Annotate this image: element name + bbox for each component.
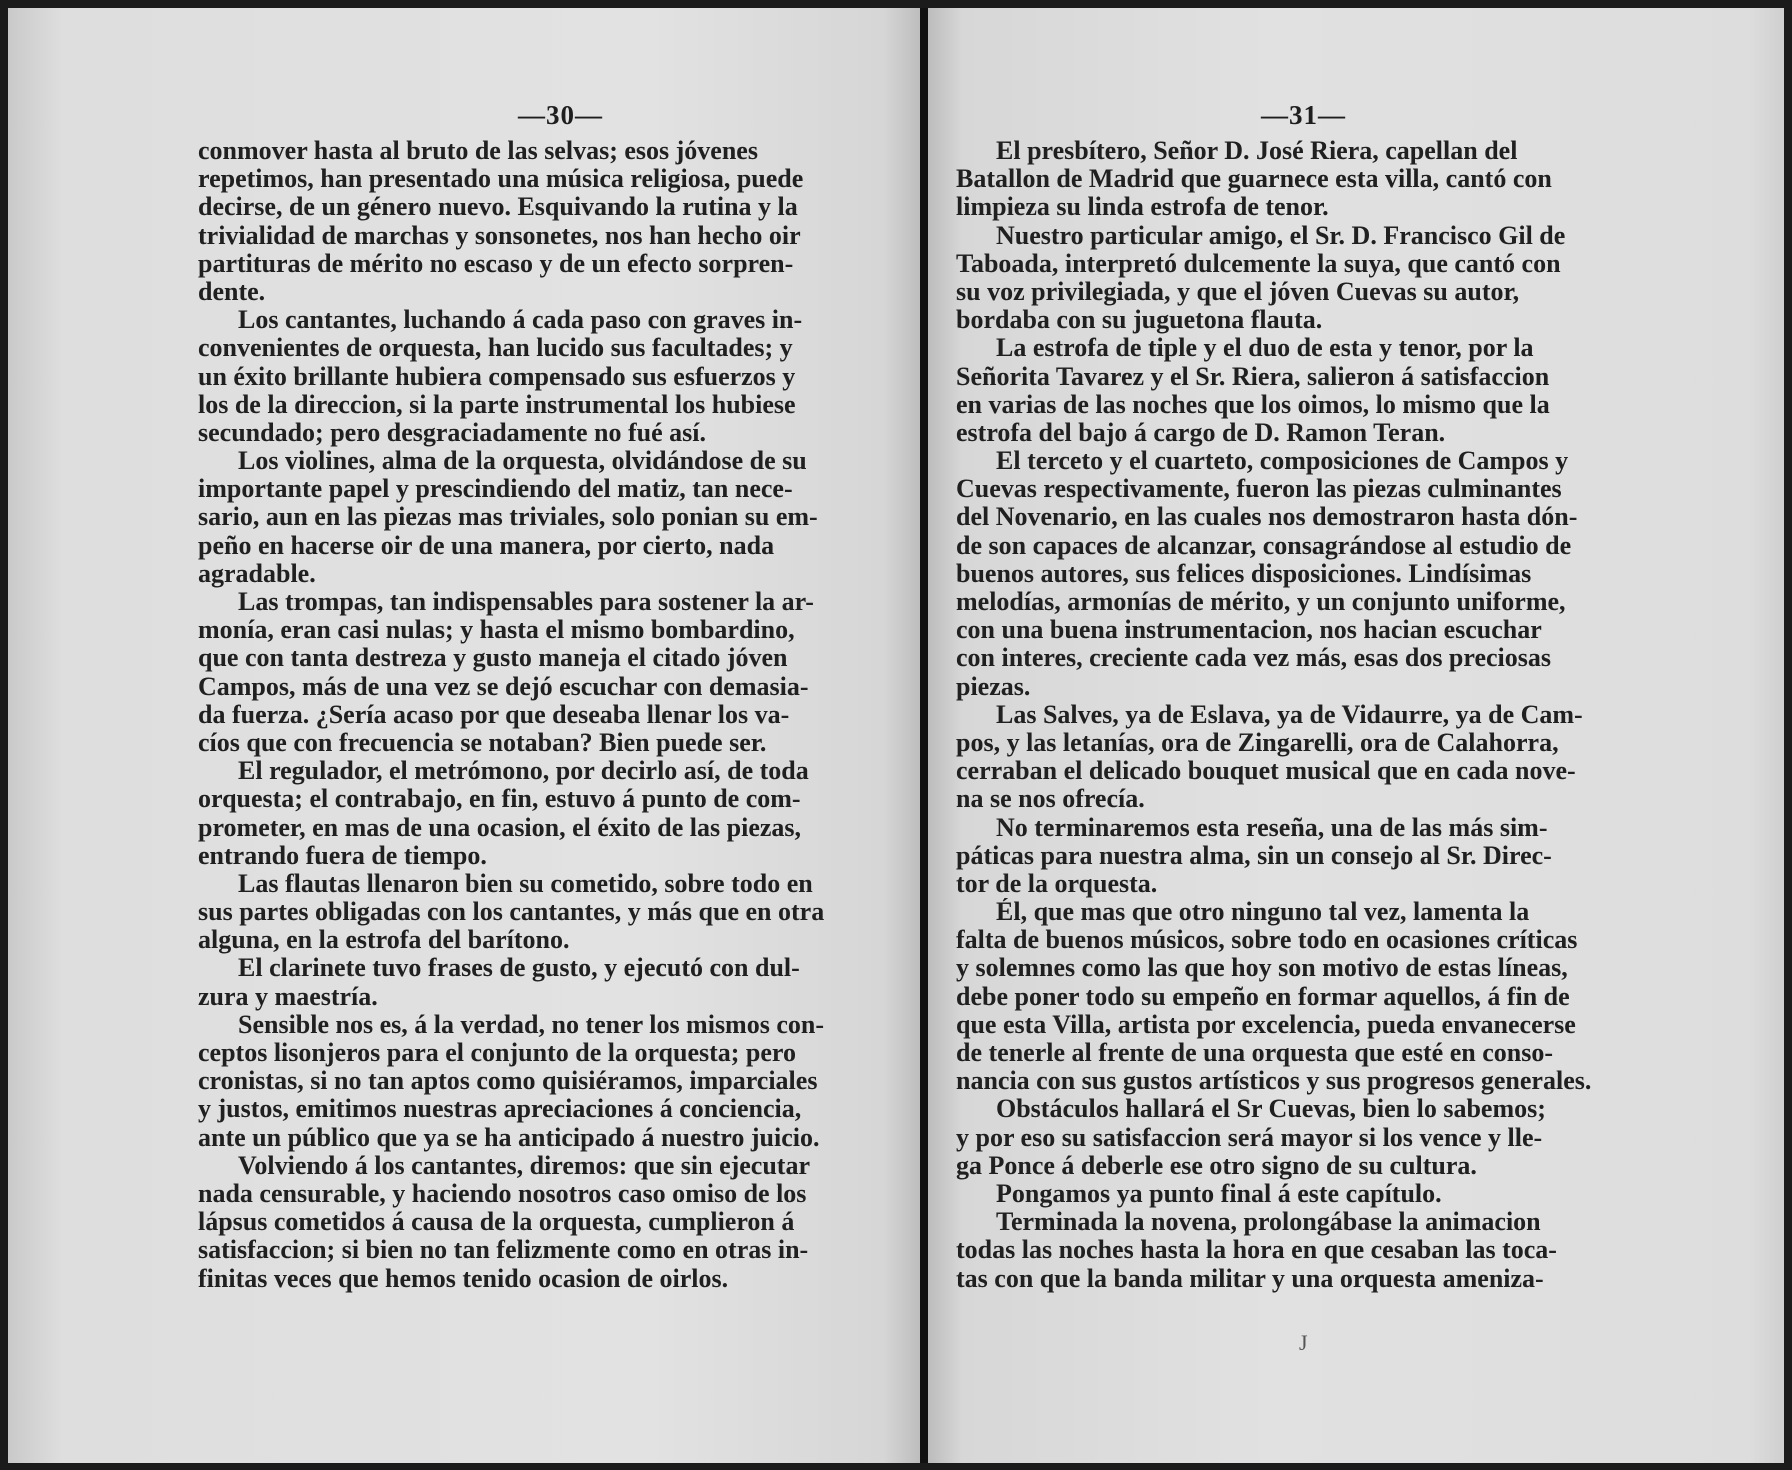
text-line: ga Ponce á deberle ese otro signo de su cultura. — [956, 1151, 1477, 1180]
text-line: No terminaremos esta reseña, una de las más sim- — [996, 813, 1548, 842]
text-line: del Novenario, en las cuales nos demostraron hasta dón- — [956, 503, 1578, 532]
text-line: melodías, armonías de mérito, y un conjunto uniforme, — [956, 588, 1566, 616]
text-line: cronistas, si no tan aptos como quisiéramos, imparciales — [198, 1067, 818, 1096]
text-line: repetimos, han presentado una música religiosa, puede — [198, 165, 804, 194]
text-line: na se nos ofrecía. — [956, 785, 1145, 814]
page-text — [956, 137, 1642, 1293]
text-line: El regulador, el metrómono, por decirlo así, de toda — [238, 757, 809, 786]
printer-signature-mark: J — [1299, 1330, 1308, 1355]
book-gutter — [920, 8, 928, 1463]
text-line: cerraban el delicado bouquet musical que en cada nove- — [956, 757, 1576, 786]
left-page — [8, 8, 920, 1463]
text-line: Batallon de Madrid que guarnece esta villa, cantó con — [956, 165, 1552, 194]
text-line: da fuerza. ¿Sería acaso por que deseaba llenar los va- — [198, 700, 790, 729]
text-line: y justos, emitimos nuestras apreciaciones á conciencia, — [198, 1095, 802, 1124]
text-line: agradable. — [198, 559, 316, 588]
text-line: que con tanta destreza y gusto maneja el citado jóven — [198, 644, 788, 673]
text-line: sario, aun en las piezas mas triviales, solo ponian su em- — [198, 503, 818, 532]
text-line: Las flautas llenaron bien su cometido, sobre todo en — [238, 869, 813, 898]
text-line: todas las noches hasta la hora en que cesaban las toca- — [956, 1236, 1557, 1265]
text-line: peño en hacerse oir de una manera, por cierto, nada — [198, 531, 775, 560]
text-line: El clarinete tuvo frases de gusto, y ejecutó con dul- — [238, 954, 800, 983]
text-line: El presbítero, Señor D. José Riera, capellan del — [996, 137, 1518, 165]
text-line: cíos que con frecuencia se notaban? Bien puede ser. — [198, 728, 767, 757]
text-line: y por eso su satisfaccion será mayor si los vence y lle- — [956, 1123, 1543, 1152]
text-line: limpieza su linda estrofa de tenor. — [956, 193, 1329, 222]
text-line: alguna, en la estrofa del barítono. — [198, 926, 570, 955]
text-line: y solemnes como las que hoy son motivo de estas líneas, — [956, 954, 1568, 983]
book-spread — [8, 8, 1784, 1463]
text-line: prometer, en mas de una ocasion, el éxito de las piezas, — [198, 813, 802, 842]
text-line: de tenerle al frente de una orquesta que esté en conso- — [956, 1039, 1553, 1067]
text-line: bordaba con su juguetona flauta. — [956, 306, 1323, 335]
text-line: los de la direccion, si la parte instrumental los hubiese — [198, 390, 796, 419]
page-number: —30— — [518, 100, 603, 130]
text-line: satisfaccion; si bien no tan felizmente como en otras in- — [198, 1236, 809, 1265]
text-line: El terceto y el cuarteto, composiciones de Campos y — [996, 447, 1569, 476]
text-line: decirse, de un género nuevo. Esquivando la rutina y la — [198, 193, 798, 222]
text-line: falta de buenos músicos, sobre todo en ocasiones críticas — [956, 926, 1578, 955]
text-line: Pongamos ya punto final á este capítulo. — [996, 1179, 1442, 1208]
text-line: ante un público que ya se ha anticipado á nuestro juicio. — [198, 1123, 820, 1152]
text-line: ceptos lisonjeros para el conjunto de la orquesta; pero — [198, 1039, 796, 1067]
text-line: Campos, más de una vez se dejó escuchar con demasia- — [198, 672, 809, 701]
text-line: Sensible nos es, á la verdad, no tener los mismos con- — [238, 1010, 824, 1039]
text-line: nancia con sus gustos artísticos y sus progresos generales. — [956, 1067, 1592, 1096]
text-line: debe poner todo su empeño en formar aquellos, á fin de — [956, 982, 1570, 1011]
text-line: Terminada la novena, prolongábase la animacion — [996, 1208, 1541, 1237]
text-line: estrofa del bajo á cargo de D. Ramon Teran. — [956, 418, 1446, 447]
text-line: nada censurable, y haciendo nosotros caso omiso de los — [198, 1179, 807, 1208]
text-line: que esta Villa, artista por excelencia, pueda envanecerse — [956, 1010, 1576, 1039]
text-line: su voz privilegiada, y que el jóven Cuevas su autor, — [956, 277, 1520, 306]
page-number: —31— — [1261, 100, 1346, 130]
text-line: Obstáculos hallará el Sr Cuevas, bien lo sabemos; — [996, 1095, 1546, 1124]
text-line: pos, y las letanías, ora de Zingarelli, ora de Calahorra, — [956, 728, 1559, 757]
text-line: Taboada, interpretó dulcemente la suya, que cantó con — [956, 249, 1561, 278]
text-line: conmover hasta al bruto de las selvas; esos jóvenes — [198, 137, 758, 165]
text-line: Él, que mas que otro ninguno tal vez, lamenta la — [996, 898, 1530, 927]
text-line: sus partes obligadas con los cantantes, y más que en otra — [198, 898, 825, 927]
text-line: finitas veces que hemos tenido ocasion de oirlos. — [198, 1264, 729, 1293]
text-line: entrando fuera de tiempo. — [198, 841, 487, 870]
right-page — [928, 8, 1784, 1463]
text-line: Volviendo á los cantantes, diremos: que sin ejecutar — [238, 1151, 810, 1180]
text-line: dente. — [198, 277, 266, 306]
text-line: con una buena instrumentacion, nos hacian escuchar — [956, 616, 1542, 645]
text-line: en varias de las noches que los oimos, lo mismo que la — [956, 390, 1550, 419]
text-line: Señorita Tavarez y el Sr. Riera, salieron á satisfaccion — [956, 362, 1550, 391]
text-line: Las Salves, ya de Eslava, ya de Vidaurre, ya de Cam- — [996, 700, 1583, 729]
text-line: tas con que la banda militar y una orquesta ameniza- — [956, 1264, 1544, 1293]
text-line: Cuevas respectivamente, fueron las piezas culminantes — [956, 475, 1562, 504]
text-line: páticas para nuestra alma, sin un consejo al Sr. Direc- — [956, 841, 1552, 870]
text-line: Las trompas, tan indispensables para sostener la ar- — [238, 588, 814, 616]
text-line: Los violines, alma de la orquesta, olvidándose de su — [238, 447, 807, 476]
text-line: orquesta; el contrabajo, en fin, estuvo á punto de com- — [198, 785, 801, 814]
text-line: tor de la orquesta. — [956, 869, 1158, 898]
text-line: piezas. — [956, 672, 1031, 701]
text-line: Nuestro particular amigo, el Sr. D. Francisco Gil de — [996, 221, 1566, 250]
text-line: trivialidad de marchas y sonsonetes, nos han hecho oir — [198, 221, 801, 250]
text-line: monía, eran casi nulas; y hasta el mismo bombardino, — [198, 616, 795, 645]
text-line: La estrofa de tiple y el duo de esta y tenor, por la — [996, 334, 1534, 363]
text-line: secundado; pero desgraciadamente no fué así. — [198, 418, 706, 447]
text-line: Los cantantes, luchando á cada paso con graves in- — [238, 306, 803, 335]
text-line: zura y maestría. — [198, 982, 378, 1011]
text-line: un éxito brillante hubiera compensado sus esfuerzos y — [198, 362, 796, 391]
text-line: buenos autores, sus felices disposiciones. Lindísimas — [956, 559, 1532, 588]
text-line: importante papel y prescindiendo del matiz, tan nece- — [198, 475, 793, 504]
text-line: con interes, creciente cada vez más, esas dos preciosas — [956, 644, 1552, 673]
text-line: convenientes de orquesta, han lucido sus facultades; y — [198, 334, 793, 363]
text-line: partituras de mérito no escaso y de un efecto sorpren- — [198, 249, 794, 278]
text-line: lápsus cometidos á causa de la orquesta, cumplieron á — [198, 1208, 795, 1237]
page-text — [198, 137, 886, 1293]
text-line: de son capaces de alcanzar, consagrándose al estudio de — [956, 531, 1572, 560]
